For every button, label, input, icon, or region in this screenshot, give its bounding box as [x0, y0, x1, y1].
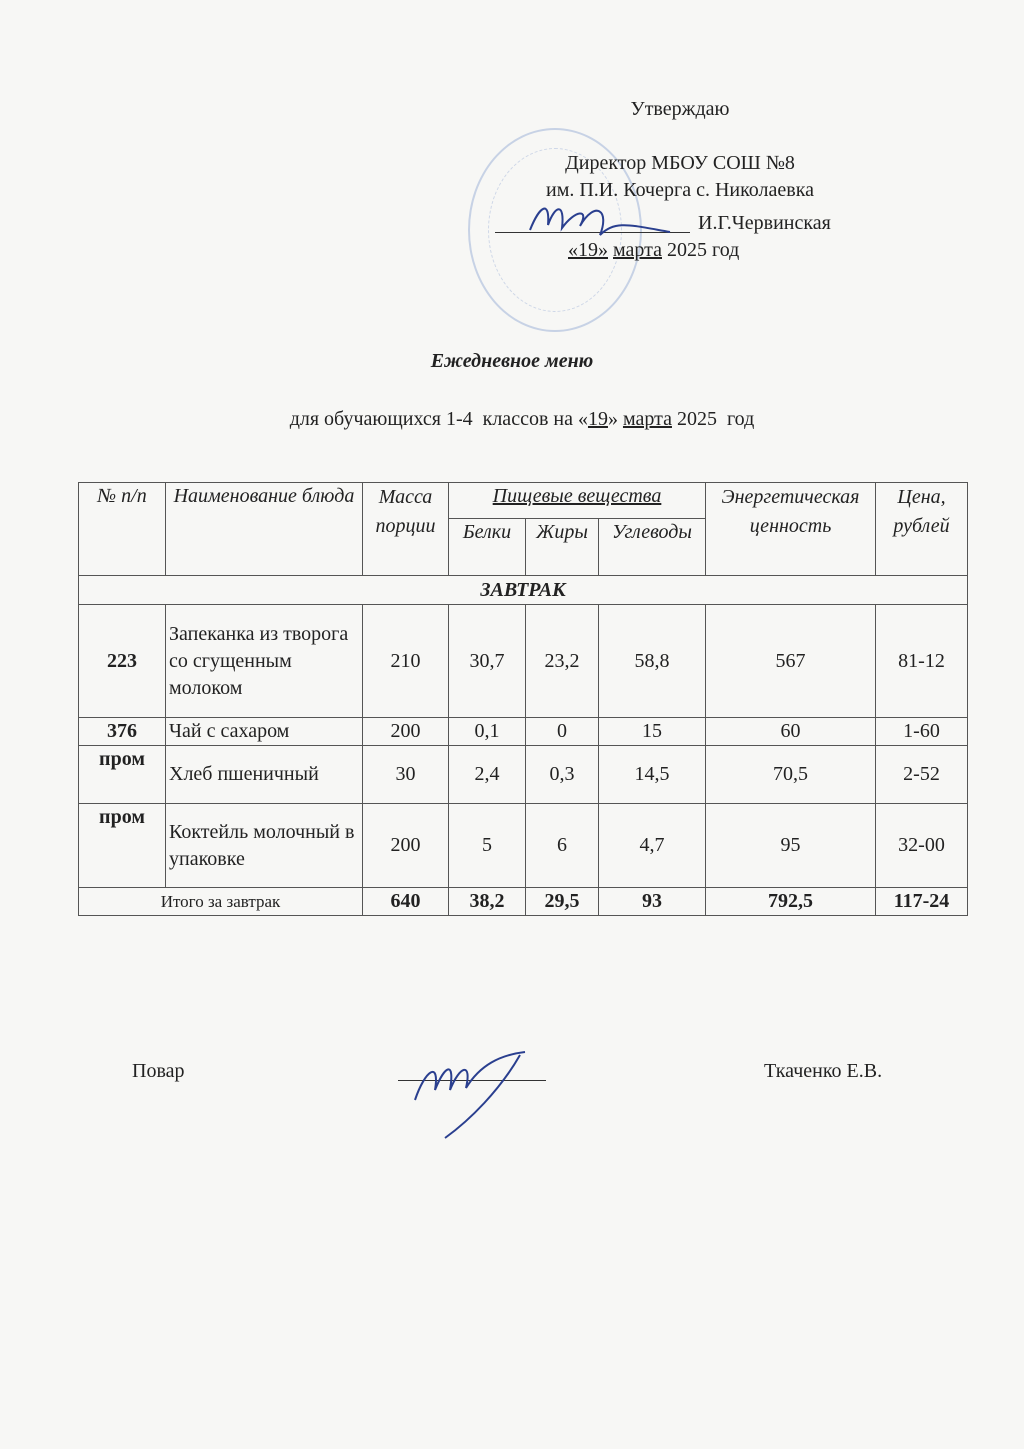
row-num: 376: [79, 718, 166, 746]
total-carbs: 93: [599, 888, 706, 916]
date-year: 2025 год: [667, 239, 740, 261]
row-num: пром: [79, 746, 166, 804]
cook-name: Ткаченко Е.В.: [764, 1060, 883, 1082]
row-name: Запеканка из творога со сгущенным молоком: [166, 605, 363, 718]
row-name: Чай с сахаром: [166, 718, 363, 746]
menu-table: [78, 482, 968, 916]
table-row: [79, 804, 968, 888]
date-month: марта: [613, 239, 662, 261]
subtitle-year: 2025 год: [671, 408, 755, 430]
row-name: Коктейль молочный в упаковке: [166, 804, 363, 888]
row-carbs: 15: [599, 718, 706, 746]
table-row: [79, 605, 968, 718]
row-energy: 567: [706, 605, 876, 718]
row-fat: 0: [526, 718, 599, 746]
header-name: Наименование блюда: [166, 483, 363, 576]
row-mass: 30: [363, 746, 449, 804]
header-protein: Белки: [449, 519, 526, 576]
row-num: 223: [79, 605, 166, 718]
row-carbs: 58,8: [599, 605, 706, 718]
row-mass: 210: [363, 605, 449, 718]
row-carbs: 4,7: [599, 804, 706, 888]
row-protein: 0,1: [449, 718, 526, 746]
row-fat: 0,3: [526, 746, 599, 804]
row-price: 1-60: [876, 718, 968, 746]
subtitle-prefix: для обучающихся 1-4 классов на «: [289, 408, 588, 430]
cook-role: Повар: [132, 1060, 185, 1082]
cook-signature: [400, 1040, 550, 1150]
approve-label: Утверждаю: [630, 98, 730, 120]
row-protein: 30,7: [449, 605, 526, 718]
total-label: Итого за завтрак: [79, 888, 363, 916]
header-carbs: Углеводы: [599, 519, 706, 576]
section-breakfast: ЗАВТРАК: [79, 576, 968, 605]
approver-school: им. П.И. Кочерга с. Николаевка: [545, 179, 815, 201]
document-title: Ежедневное меню: [430, 350, 594, 372]
row-energy: 70,5: [706, 746, 876, 804]
header-mass: Масса порции: [363, 483, 449, 576]
header-nutrients: Пищевые вещества: [449, 483, 706, 519]
total-row: [79, 888, 968, 916]
subtitle-mid: »: [607, 408, 623, 430]
approver-position: Директор МБОУ СОШ №8: [565, 152, 795, 174]
row-carbs: 14,5: [599, 746, 706, 804]
subtitle-day: 19: [587, 408, 608, 430]
header-num: № п/п: [79, 483, 166, 576]
row-price: 32-00: [876, 804, 968, 888]
row-price: 81-12: [876, 605, 968, 718]
header-energy: Энергетическая ценность: [706, 483, 876, 576]
date-day: «19»: [568, 239, 608, 261]
total-price: 117-24: [876, 888, 968, 916]
table-row: [79, 718, 968, 746]
total-energy: 792,5: [706, 888, 876, 916]
header-fat: Жиры: [526, 519, 599, 576]
row-energy: 60: [706, 718, 876, 746]
header-price: Цена, рублей: [876, 483, 968, 576]
subtitle-month: марта: [622, 408, 672, 430]
row-mass: 200: [363, 804, 449, 888]
row-protein: 2,4: [449, 746, 526, 804]
document-subtitle: [0, 408, 1024, 431]
row-price: 2-52: [876, 746, 968, 804]
row-energy: 95: [706, 804, 876, 888]
row-fat: 23,2: [526, 605, 599, 718]
row-protein: 5: [449, 804, 526, 888]
approval-date: [568, 237, 739, 264]
row-fat: 6: [526, 804, 599, 888]
row-mass: 200: [363, 718, 449, 746]
total-mass: 640: [363, 888, 449, 916]
row-num: пром: [79, 804, 166, 888]
total-protein: 38,2: [449, 888, 526, 916]
approver-name: И.Г.Червинская: [698, 212, 831, 234]
row-name: Хлеб пшеничный: [166, 746, 363, 804]
table-row: [79, 746, 968, 804]
total-fat: 29,5: [526, 888, 599, 916]
